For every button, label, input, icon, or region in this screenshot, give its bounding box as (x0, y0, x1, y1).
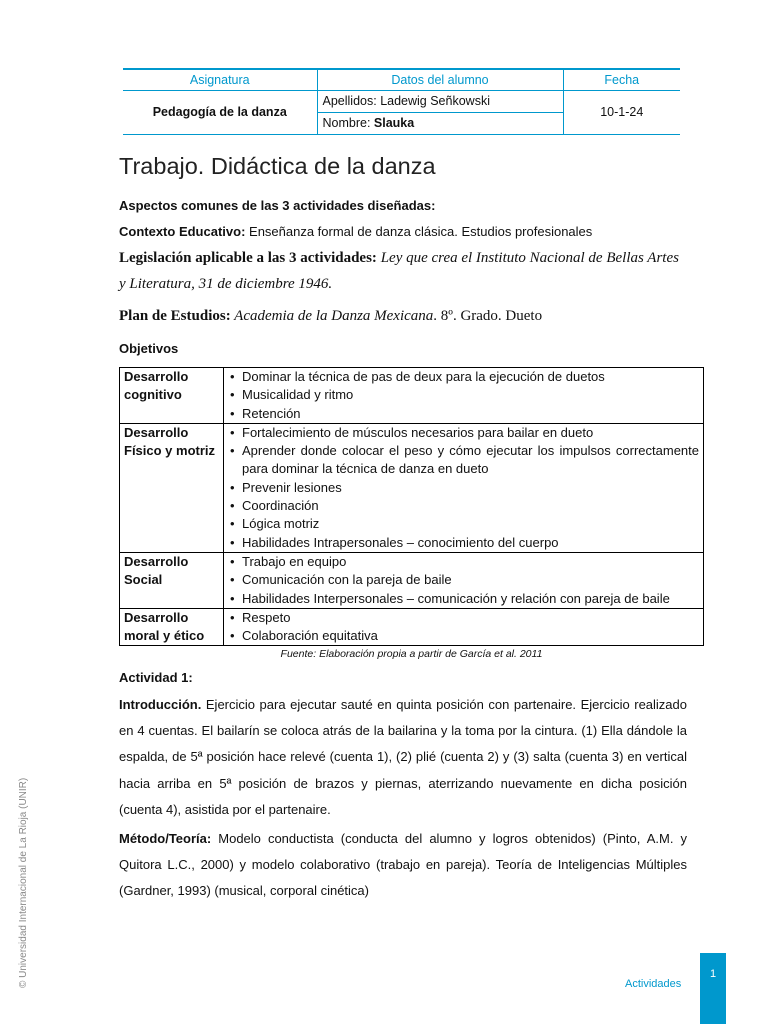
page-number: 1 (700, 953, 726, 1024)
context-line (119, 221, 687, 243)
table-source: Fuente: Elaboración propia a partir de García et al. 2011 (280, 648, 543, 660)
name-label: Nombre: (322, 116, 374, 130)
objective-row (120, 423, 704, 552)
objective-row (120, 368, 704, 424)
objective-item: • Musicalidad y ritmo (228, 386, 699, 404)
common-heading: Aspectos comunes de las 3 actividades diseñadas: (119, 198, 436, 213)
objective-item: • Aprender donde colocar el peso y cómo ejecutar los impulsos correctamente para dominar la técnica de danza en dueto (228, 442, 699, 479)
method-paragraph (119, 826, 687, 905)
surname-cell (317, 90, 563, 112)
surname-label: Apellidos: (322, 94, 381, 108)
objective-row (120, 552, 704, 608)
copyright-text: © Universidad Internacional de La Rioja (UNIR) (18, 777, 29, 988)
legislation-value: Ley que crea el Instituto Nacional de Bellas Artes y Literatura, 31 de diciembre 1946. (119, 250, 679, 292)
footer-label: Actividades (625, 978, 682, 990)
objective-item: • Lógica motriz (228, 515, 699, 533)
header-col-date: Fecha (563, 69, 680, 90)
header-table (123, 68, 680, 135)
objective-item: • Dominar la técnica de pas de deux para la ejecución de duetos (228, 368, 699, 386)
plan-rest: . 8º. Grado. Dueto (433, 308, 543, 324)
objective-item: • Prevenir lesiones (228, 479, 699, 497)
objectives-table (119, 367, 704, 646)
plan-line (119, 303, 687, 329)
objective-item: • Comunicación con la pareja de baile (228, 571, 699, 589)
objective-item: • Fortalecimiento de músculos necesarios para bailar en dueto (228, 424, 699, 442)
legislation-line (119, 245, 687, 297)
objective-category: Desarrollo cognitivo (120, 368, 224, 424)
intro-text: Ejercicio para ejecutar sauté en quinta posición con partenaire. Ejercicio realizado en 4 cuentas. El bailarín se coloca atrás de la bailarina y la toma por la cintura. (1) Ella dándole la espalda, de 5ª posición hace relevé (cuenta 1), (2) plié (cuenta 2) y (3) salta (cuenta 3) en vertical hacia arriba en 5ª posición de brazos y piernas, aterrizando nuevamente en dicha posición (cuenta 4), asistida por el partenaire. (119, 697, 687, 817)
date-value: 10-1-24 (563, 90, 680, 134)
objective-item: • Respeto (228, 609, 699, 627)
context-label: Contexto Educativo: (119, 224, 246, 239)
header-col-subject: Asignatura (123, 69, 317, 90)
page-title: Trabajo. Didáctica de la danza (119, 153, 436, 179)
objective-item: • Trabajo en equipo (228, 553, 699, 571)
header-col-student: Datos del alumno (317, 69, 563, 90)
surname-value: Ladewig Señkowski (380, 94, 490, 108)
objective-item: • Habilidades Interpersonales – comunicación y relación con pareja de baile (228, 590, 699, 608)
name-value: Slauka (373, 116, 415, 130)
activity-heading: Actividad 1: (119, 670, 193, 685)
intro-paragraph (119, 692, 687, 823)
objective-item: • Colaboración equitativa (228, 627, 699, 645)
plan-italic: Academia de la Danza Mexicana (230, 308, 434, 324)
objective-row (120, 608, 704, 646)
objective-category: Desarrollo Físico y motriz (120, 423, 224, 552)
intro-label: Introducción. (119, 697, 202, 712)
name-cell (317, 112, 563, 134)
plan-label: Plan de Estudios: (119, 308, 231, 324)
objective-item: • Habilidades Intrapersonales – conocimiento del cuerpo (228, 534, 699, 552)
context-value: Enseñanza formal de danza clásica. Estudios profesionales (245, 224, 593, 239)
objective-category: Desarrollo Social (120, 552, 224, 608)
objective-item: • Coordinación (228, 497, 699, 515)
objective-category: Desarrollo moral y ético (120, 608, 224, 646)
objectives-heading: Objetivos (119, 341, 179, 356)
objective-item: • Retención (228, 405, 699, 423)
subject-value: Pedagogía de la danza (123, 90, 317, 134)
method-text: Modelo conductista (conducta del alumno y logros obtenidos) (Pinto, A.M. y Quitora L.C., 2000) y modelo colaborativo (trabajo en pareja). Teoría de Inteligencias Múltiples (Gardner, 1993) (musical, corporal cinética) (119, 831, 687, 899)
legislation-label: Legislación aplicable a las 3 actividades: (119, 250, 377, 266)
method-label: Método/Teoría: (119, 831, 212, 846)
